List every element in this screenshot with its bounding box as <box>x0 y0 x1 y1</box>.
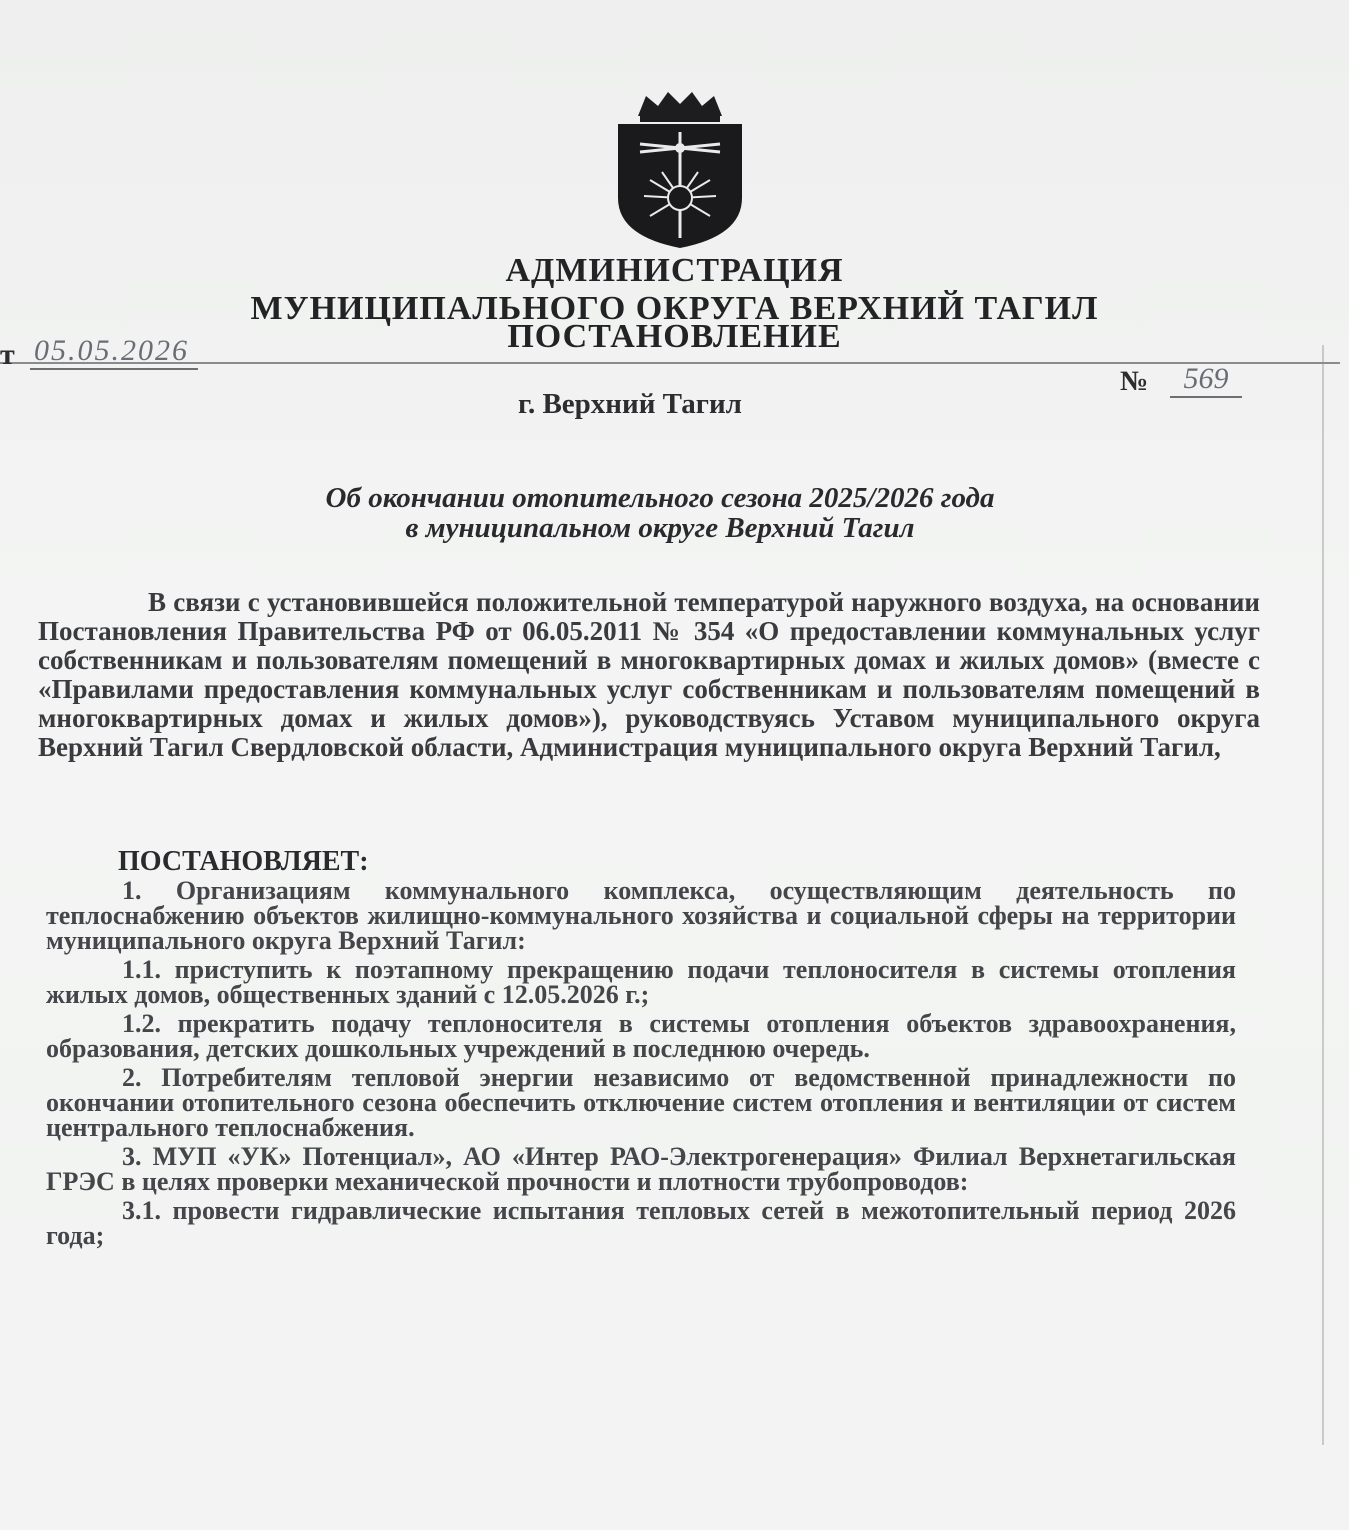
item-1: 1. Организациям коммунального комплекса, осуществляющим деятельность по теплоснабжению объектов жилищно-коммунального хозяйства и социальной сферы на территории муниципального округа Верхний Тагил: <box>46 876 1236 955</box>
preamble <box>38 588 1260 762</box>
item-3: 3. МУП «УК» Потенциал», АО «Интер РАО-Электрогенерация» Филиал Верхнетагильская ГРЭС в целях проверки механической прочности и плотности трубопроводов: <box>46 1142 1236 1196</box>
item-2: 2. Потребителям тепловой энергии независимо от ведомственной принадлежности по окончании отопительного сезона обеспечить отключение систем отопления и вентиляции от систем центрального теплоснабжения. <box>46 1063 1236 1142</box>
item-3-1: 3.1. провести гидравлические испытания тепловых сетей в межотопительный период 2026 года; <box>46 1196 1236 1250</box>
city-name: г. Верхний Тагил <box>518 388 742 420</box>
number-label: № <box>1120 366 1149 397</box>
header-municipal-district: МУНИЦИПАЛЬНОГО ОКРУГА ВЕРХНИЙ ТАГИЛ <box>250 290 1099 327</box>
document-number: 569 <box>1170 362 1242 398</box>
resolution-items <box>46 878 1236 1252</box>
date-prefix: т <box>0 338 15 371</box>
document-title-line2: в муниципальном округе Верхний Тагил <box>405 512 915 544</box>
header-resolution: ПОСТАНОВЛЕНИЕ <box>507 318 842 355</box>
item-1-2: 1.2. прекратить подачу теплоносителя в системы отопления объектов здравоохранения, образования, детских дошкольных учреждений в последнюю очередь. <box>46 1009 1236 1063</box>
header-rule <box>0 362 1340 364</box>
monitor-edge <box>1322 345 1324 1445</box>
item-1-1: 1.1. приступить к поэтапному прекращению подачи теплоносителя в системы отопления жилых домов, общественных зданий с 12.05.2026 г.; <box>46 955 1236 1009</box>
preamble-text: В связи с установившейся положительной температурой наружного воздуха, на основании Постановления Правительства РФ от 06.05.2011 № 354 «О предоставлении коммунальных услуг собственникам и пользователям помещений в многоквартирных домах и жилых домов» (вместе с «Правилами предоставления коммунальных услуг собственникам и пользователям помещений в многоквартирных домах и жилых домов»), руководствуясь Уставом муниципального округа Верхний Тагил Свердловской области, Администрация муниципального округа Верхний Тагил, <box>38 587 1260 762</box>
document-date: 05.05.2026 <box>30 334 198 370</box>
coat-of-arms-emblem <box>610 88 750 253</box>
document-title-line1: Об окончании отопительного сезона 2025/2026 года <box>325 482 995 514</box>
header-administration: АДМИНИСТРАЦИЯ <box>505 252 844 289</box>
resolves-heading: ПОСТАНОВЛЯЕТ: <box>118 846 369 877</box>
